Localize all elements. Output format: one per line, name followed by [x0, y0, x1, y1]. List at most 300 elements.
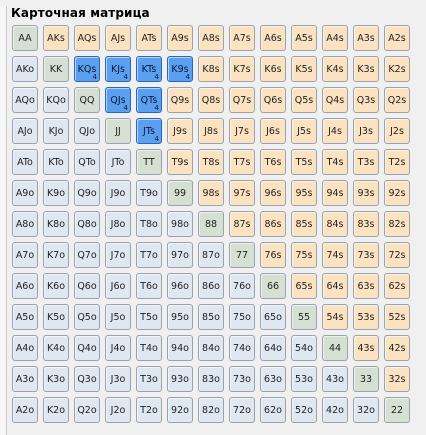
hand-label: A7s — [233, 32, 251, 44]
hand-label: T6o — [140, 280, 158, 292]
hand-cell-q9o[interactable] — [74, 180, 100, 206]
hand-cell-83s[interactable] — [353, 211, 379, 237]
hand-label: A8s — [202, 32, 220, 44]
hand-cell-t5s[interactable] — [291, 149, 317, 175]
hand-label: K3s — [357, 63, 375, 75]
hand-cell-jts[interactable] — [136, 118, 162, 144]
hand-cell-73s[interactable] — [353, 242, 379, 268]
hand-label: KJo — [48, 125, 64, 137]
hand-cell-aqs[interactable] — [74, 25, 100, 51]
hand-label: 82o — [202, 404, 220, 416]
hand-label: 53s — [357, 311, 375, 323]
hand-cell-72s[interactable] — [384, 242, 410, 268]
hand-label: JTo — [111, 156, 125, 168]
hand-cell-j2o[interactable] — [105, 397, 131, 423]
hand-cell-aks[interactable] — [43, 25, 69, 51]
hand-label: Q5s — [294, 94, 314, 106]
hand-label: 98o — [171, 218, 189, 230]
hand-label: Q2o — [77, 404, 97, 416]
hand-cell-t7o[interactable] — [136, 242, 162, 268]
hand-label: 97o — [171, 249, 189, 261]
hand-cell-q7s[interactable] — [229, 87, 255, 113]
hand-label: 52s — [388, 311, 406, 323]
hand-label: 73o — [233, 373, 251, 385]
hand-cell-52s[interactable] — [384, 304, 410, 330]
hand-cell-88[interactable] — [198, 211, 224, 237]
hand-label: 84o — [202, 342, 220, 354]
hand-cell-k8o[interactable] — [43, 211, 69, 237]
hand-cell-q7o[interactable] — [74, 242, 100, 268]
hand-cell-q4o[interactable] — [74, 335, 100, 361]
hand-label: 75o — [233, 311, 251, 323]
hand-cell-84s[interactable] — [322, 211, 348, 237]
hand-cell-qjs[interactable] — [105, 87, 131, 113]
hand-label: J4s — [328, 125, 342, 137]
hand-cell-92o[interactable] — [167, 397, 193, 423]
hand-cell-j9s[interactable] — [167, 118, 193, 144]
hand-cell-93s[interactable] — [353, 180, 379, 206]
hand-cell-a8o[interactable] — [12, 211, 38, 237]
hand-label: 33 — [359, 373, 373, 385]
hand-label: A8o — [15, 218, 35, 230]
hand-cell-j5o[interactable] — [105, 304, 131, 330]
hand-cell-84o[interactable] — [198, 335, 224, 361]
hand-label: T7s — [233, 156, 251, 168]
hand-cell-t5o[interactable] — [136, 304, 162, 330]
combo-count-badge: 4 — [92, 73, 97, 81]
hand-cell-qto[interactable] — [74, 149, 100, 175]
hand-cell-85s[interactable] — [291, 211, 317, 237]
hand-cell-a6s[interactable] — [260, 25, 286, 51]
hand-cell-95o[interactable] — [167, 304, 193, 330]
hand-label: 84s — [326, 218, 344, 230]
hand-label: 63o — [264, 373, 282, 385]
hand-cell-73o[interactable] — [229, 366, 255, 392]
hand-cell-94s[interactable] — [322, 180, 348, 206]
hand-label: KTs — [141, 63, 157, 75]
hand-cell-97o[interactable] — [167, 242, 193, 268]
hand-cell-qq[interactable] — [74, 87, 100, 113]
hand-cell-44[interactable] — [322, 335, 348, 361]
hand-label: 65o — [264, 311, 282, 323]
hand-cell-t8s[interactable] — [198, 149, 224, 175]
hand-cell-a5s[interactable] — [291, 25, 317, 51]
hand-cell-t6s[interactable] — [260, 149, 286, 175]
hand-label: J7s — [235, 125, 249, 137]
hand-cell-86s[interactable] — [260, 211, 286, 237]
hand-cell-j9o[interactable] — [105, 180, 131, 206]
hand-label: J3s — [359, 125, 373, 137]
hand-label: T8o — [140, 218, 158, 230]
hand-cell-87s[interactable] — [229, 211, 255, 237]
hand-label: K4o — [46, 342, 66, 354]
hand-label: 53o — [295, 373, 313, 385]
hand-label: Q9s — [170, 94, 190, 106]
hand-label: 87s — [233, 218, 251, 230]
hand-cell-q5s[interactable] — [291, 87, 317, 113]
hand-cell-96s[interactable] — [260, 180, 286, 206]
hand-label: Q9o — [77, 187, 97, 199]
hand-cell-q4s[interactable] — [322, 87, 348, 113]
hand-cell-j2s[interactable] — [384, 118, 410, 144]
hand-label: AKs — [47, 32, 65, 44]
hand-cell-q5o[interactable] — [74, 304, 100, 330]
hand-cell-98o[interactable] — [167, 211, 193, 237]
hand-label: J9s — [173, 125, 187, 137]
hand-cell-jj[interactable] — [105, 118, 131, 144]
hand-cell-64s[interactable] — [322, 273, 348, 299]
hand-cell-kto[interactable] — [43, 149, 69, 175]
hand-cell-k8s[interactable] — [198, 56, 224, 82]
hand-cell-q3s[interactable] — [353, 87, 379, 113]
hand-label: 64s — [326, 280, 344, 292]
hand-cell-a4o[interactable] — [12, 335, 38, 361]
hand-cell-a3s[interactable] — [353, 25, 379, 51]
hand-label: 73s — [357, 249, 375, 261]
hand-cell-j6s[interactable] — [260, 118, 286, 144]
hand-label: 42s — [388, 342, 406, 354]
hand-cell-62s[interactable] — [384, 273, 410, 299]
hand-cell-a3o[interactable] — [12, 366, 38, 392]
hand-cell-kqo[interactable] — [43, 87, 69, 113]
hand-cell-kjo[interactable] — [43, 118, 69, 144]
hand-cell-kk[interactable] — [43, 56, 69, 82]
hand-cell-t9o[interactable] — [136, 180, 162, 206]
hand-label: 94s — [326, 187, 344, 199]
hand-cell-q6o[interactable] — [74, 273, 100, 299]
hand-cell-k6o[interactable] — [43, 273, 69, 299]
hand-label: Q5o — [77, 311, 97, 323]
hand-cell-65s[interactable] — [291, 273, 317, 299]
hand-label: 72o — [233, 404, 251, 416]
hand-label: 88 — [204, 218, 218, 230]
hand-label: 82s — [388, 218, 406, 230]
hand-cell-k4o[interactable] — [43, 335, 69, 361]
hand-label: Q6s — [263, 94, 283, 106]
hand-cell-98s[interactable] — [198, 180, 224, 206]
hand-cell-t9s[interactable] — [167, 149, 193, 175]
hand-label: 76s — [264, 249, 282, 261]
hand-label: 99 — [173, 187, 187, 199]
hand-cell-kjs[interactable] — [105, 56, 131, 82]
hand-cell-87o[interactable] — [198, 242, 224, 268]
hand-cell-32o[interactable] — [353, 397, 379, 423]
hand-cell-72o[interactable] — [229, 397, 255, 423]
hand-cell-k9o[interactable] — [43, 180, 69, 206]
hand-label: J8s — [204, 125, 218, 137]
hand-label: K5s — [295, 63, 313, 75]
hand-label: JTs — [143, 125, 155, 137]
hand-cell-kts[interactable] — [136, 56, 162, 82]
hand-cell-53s[interactable] — [353, 304, 379, 330]
hand-cell-t8o[interactable] — [136, 211, 162, 237]
hand-cell-t3o[interactable] — [136, 366, 162, 392]
hand-label: 95s — [295, 187, 313, 199]
hand-cell-t4o[interactable] — [136, 335, 162, 361]
hand-cell-85o[interactable] — [198, 304, 224, 330]
hand-cell-aa[interactable] — [12, 25, 38, 51]
hand-cell-63o[interactable] — [260, 366, 286, 392]
hand-label: K9o — [46, 187, 66, 199]
hand-cell-qts[interactable] — [136, 87, 162, 113]
hand-cell-ajo[interactable] — [12, 118, 38, 144]
hand-cell-q2o[interactable] — [74, 397, 100, 423]
hand-cell-j5s[interactable] — [291, 118, 317, 144]
hand-cell-a9o[interactable] — [12, 180, 38, 206]
hand-label: 32o — [357, 404, 375, 416]
hand-cell-54o[interactable] — [291, 335, 317, 361]
hand-label: K3o — [46, 373, 66, 385]
hand-label: 62s — [388, 280, 406, 292]
hand-label: J9o — [110, 187, 126, 199]
hand-cell-q8o[interactable] — [74, 211, 100, 237]
hand-cell-j3s[interactable] — [353, 118, 379, 144]
hand-label: KQs — [77, 63, 97, 75]
hand-label: 85s — [295, 218, 313, 230]
hand-label: AQs — [77, 32, 97, 44]
hand-cell-94o[interactable] — [167, 335, 193, 361]
hand-label: K8s — [202, 63, 220, 75]
hand-cell-q6s[interactable] — [260, 87, 286, 113]
hand-label: 77 — [235, 249, 249, 261]
hand-label: K2s — [388, 63, 406, 75]
hand-label: A6o — [15, 280, 35, 292]
hand-cell-k2s[interactable] — [384, 56, 410, 82]
hand-cell-83o[interactable] — [198, 366, 224, 392]
hand-label: Q4o — [77, 342, 97, 354]
hand-label: T4s — [326, 156, 344, 168]
hand-label: 44 — [328, 342, 342, 354]
hand-cell-t2s[interactable] — [384, 149, 410, 175]
hand-cell-54s[interactable] — [322, 304, 348, 330]
hand-cell-q2s[interactable] — [384, 87, 410, 113]
hand-label: A4o — [15, 342, 35, 354]
hand-cell-82s[interactable] — [384, 211, 410, 237]
hand-cell-64o[interactable] — [260, 335, 286, 361]
hand-label: 86o — [202, 280, 220, 292]
hand-cell-q3o[interactable] — [74, 366, 100, 392]
hand-cell-q9s[interactable] — [167, 87, 193, 113]
hand-label: 62o — [264, 404, 282, 416]
hand-cell-a7o[interactable] — [12, 242, 38, 268]
hand-cell-qjo[interactable] — [74, 118, 100, 144]
combo-count-badge: 4 — [185, 73, 190, 81]
hand-cell-ats[interactable] — [136, 25, 162, 51]
hand-cell-ajs[interactable] — [105, 25, 131, 51]
hand-cell-t3s[interactable] — [353, 149, 379, 175]
hand-label: A9o — [15, 187, 35, 199]
hand-label: T4o — [140, 342, 158, 354]
hand-label: 32s — [388, 373, 406, 385]
hand-label: 86s — [264, 218, 282, 230]
hand-label: ATo — [17, 156, 33, 168]
hand-label: QJs — [110, 94, 126, 106]
hand-cell-93o[interactable] — [167, 366, 193, 392]
hand-label: J5o — [110, 311, 126, 323]
hand-label: J2s — [390, 125, 404, 137]
hand-cell-a2o[interactable] — [12, 397, 38, 423]
hand-label: 93s — [357, 187, 375, 199]
hand-cell-52o[interactable] — [291, 397, 317, 423]
hand-cell-k7o[interactable] — [43, 242, 69, 268]
hand-label: TT — [143, 156, 155, 168]
hand-cell-a9s[interactable] — [167, 25, 193, 51]
hand-cell-t7s[interactable] — [229, 149, 255, 175]
hand-label: AA — [18, 32, 32, 44]
hand-label: Q4s — [325, 94, 345, 106]
hand-matrix-grid — [12, 25, 414, 427]
hand-label: 96s — [264, 187, 282, 199]
hand-label: 92o — [171, 404, 189, 416]
hand-label: Q3o — [77, 373, 97, 385]
hand-label: K7o — [46, 249, 66, 261]
hand-label: T2s — [388, 156, 406, 168]
hand-label: T3s — [357, 156, 375, 168]
hand-cell-43s[interactable] — [353, 335, 379, 361]
hand-label: A7o — [15, 249, 35, 261]
hand-cell-63s[interactable] — [353, 273, 379, 299]
hand-cell-k2o[interactable] — [43, 397, 69, 423]
hand-label: Q8s — [201, 94, 221, 106]
hand-cell-k5o[interactable] — [43, 304, 69, 330]
hand-cell-j6o[interactable] — [105, 273, 131, 299]
hand-label: 63s — [357, 280, 375, 292]
hand-label: ATs — [141, 32, 157, 44]
hand-cell-k4s[interactable] — [322, 56, 348, 82]
hand-cell-76o[interactable] — [229, 273, 255, 299]
hand-cell-jto[interactable] — [105, 149, 131, 175]
hand-cell-j4s[interactable] — [322, 118, 348, 144]
hand-cell-t2o[interactable] — [136, 397, 162, 423]
hand-label: Q7o — [77, 249, 97, 261]
hand-label: J7o — [110, 249, 126, 261]
hand-cell-22[interactable] — [384, 397, 410, 423]
hand-cell-95s[interactable] — [291, 180, 317, 206]
hand-cell-kqs[interactable] — [74, 56, 100, 82]
hand-label: 66 — [266, 280, 280, 292]
hand-label: A6s — [264, 32, 282, 44]
hand-label: A9s — [171, 32, 189, 44]
hand-cell-74s[interactable] — [322, 242, 348, 268]
hand-cell-99[interactable] — [167, 180, 193, 206]
hand-cell-77[interactable] — [229, 242, 255, 268]
hand-cell-j7o[interactable] — [105, 242, 131, 268]
hand-label: 87o — [202, 249, 220, 261]
hand-cell-65o[interactable] — [260, 304, 286, 330]
hand-label: KQo — [46, 94, 66, 106]
hand-cell-q8s[interactable] — [198, 87, 224, 113]
hand-cell-82o[interactable] — [198, 397, 224, 423]
hand-cell-a2s[interactable] — [384, 25, 410, 51]
hand-cell-92s[interactable] — [384, 180, 410, 206]
hand-cell-33[interactable] — [353, 366, 379, 392]
hand-cell-97s[interactable] — [229, 180, 255, 206]
hand-cell-aqo[interactable] — [12, 87, 38, 113]
hand-cell-j7s[interactable] — [229, 118, 255, 144]
hand-cell-a7s[interactable] — [229, 25, 255, 51]
hand-label: J4o — [110, 342, 126, 354]
hand-cell-j8o[interactable] — [105, 211, 131, 237]
hand-label: T2o — [140, 404, 158, 416]
hand-cell-55[interactable] — [291, 304, 317, 330]
hand-cell-75o[interactable] — [229, 304, 255, 330]
hand-label: J3o — [110, 373, 126, 385]
hand-cell-76s[interactable] — [260, 242, 286, 268]
hand-cell-k3s[interactable] — [353, 56, 379, 82]
hand-cell-ato[interactable] — [12, 149, 38, 175]
hand-label: 43o — [326, 373, 344, 385]
hand-cell-tt[interactable] — [136, 149, 162, 175]
hand-cell-j3o[interactable] — [105, 366, 131, 392]
hand-label: 74s — [326, 249, 344, 261]
hand-label: Q3s — [356, 94, 376, 106]
hand-label: A5s — [295, 32, 313, 44]
hand-cell-ako[interactable] — [12, 56, 38, 82]
hand-cell-j8s[interactable] — [198, 118, 224, 144]
hand-cell-62o[interactable] — [260, 397, 286, 423]
hand-cell-75s[interactable] — [291, 242, 317, 268]
hand-label: AQo — [15, 94, 35, 106]
hand-cell-53o[interactable] — [291, 366, 317, 392]
hand-label: 96o — [171, 280, 189, 292]
hand-label: KTo — [48, 156, 64, 168]
hand-label: A2o — [15, 404, 35, 416]
hand-cell-66[interactable] — [260, 273, 286, 299]
hand-cell-k5s[interactable] — [291, 56, 317, 82]
hand-label: A5o — [15, 311, 35, 323]
hand-cell-k7s[interactable] — [229, 56, 255, 82]
hand-cell-74o[interactable] — [229, 335, 255, 361]
hand-cell-42o[interactable] — [322, 397, 348, 423]
hand-label: 76o — [233, 280, 251, 292]
combo-count-badge: 4 — [123, 104, 128, 112]
hand-cell-a4s[interactable] — [322, 25, 348, 51]
hand-label: A2s — [388, 32, 406, 44]
hand-label: AKo — [15, 63, 35, 75]
hand-label: Q8o — [77, 218, 97, 230]
hand-cell-a5o[interactable] — [12, 304, 38, 330]
hand-label: 95o — [171, 311, 189, 323]
hand-label: J6o — [110, 280, 126, 292]
hand-label: KJs — [111, 63, 125, 75]
hand-cell-96o[interactable] — [167, 273, 193, 299]
hand-label: 43s — [357, 342, 375, 354]
hand-label: QJo — [78, 125, 96, 137]
hand-cell-k6s[interactable] — [260, 56, 286, 82]
hand-label: T5o — [140, 311, 158, 323]
hand-cell-43o[interactable] — [322, 366, 348, 392]
hand-label: K8o — [46, 218, 66, 230]
hand-label: 64o — [264, 342, 282, 354]
hand-cell-a8s[interactable] — [198, 25, 224, 51]
hand-cell-k9s[interactable] — [167, 56, 193, 82]
hand-cell-86o[interactable] — [198, 273, 224, 299]
hand-cell-t4s[interactable] — [322, 149, 348, 175]
hand-cell-a6o[interactable] — [12, 273, 38, 299]
hand-cell-k3o[interactable] — [43, 366, 69, 392]
hand-cell-42s[interactable] — [384, 335, 410, 361]
hand-cell-j4o[interactable] — [105, 335, 131, 361]
hand-cell-32s[interactable] — [384, 366, 410, 392]
hand-label: 85o — [202, 311, 220, 323]
hand-label: 52o — [295, 404, 313, 416]
hand-label: K6o — [46, 280, 66, 292]
hand-cell-t6o[interactable] — [136, 273, 162, 299]
hand-label: K2o — [46, 404, 66, 416]
hand-label: 22 — [390, 404, 404, 416]
hand-label: AJs — [110, 32, 126, 44]
hand-label: QTs — [140, 94, 158, 106]
